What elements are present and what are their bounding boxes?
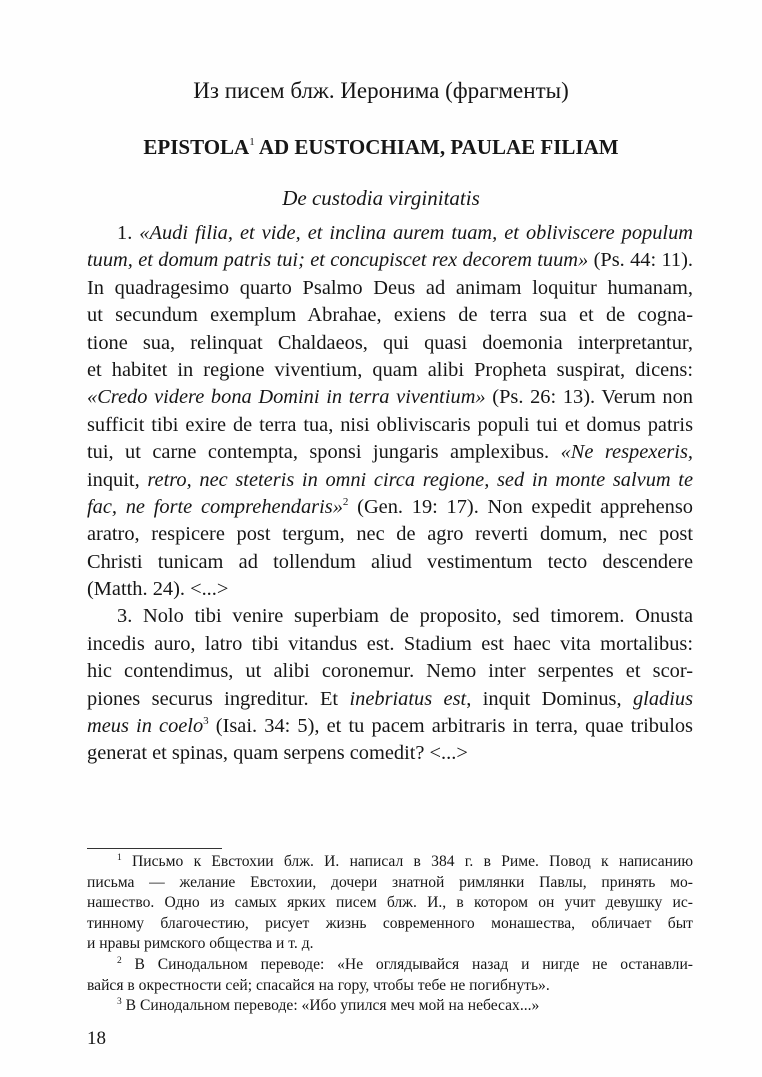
- text-line: [87, 467, 693, 494]
- text-segment: ut secundum exemplum Abrahae, exiens de terra sua et de cogna-: [87, 304, 693, 327]
- footnote-line: [87, 996, 693, 1017]
- text-line: [87, 494, 693, 521]
- footnote-number-1: 1: [117, 853, 122, 863]
- text-line: [87, 220, 693, 247]
- footnote-line: [87, 914, 693, 935]
- epistle-subtitle: De custodia virginitatis: [282, 186, 480, 210]
- text-segment: In quadragesimo quarto Psalmo Deus ad animam loquitur humanam,: [87, 276, 693, 299]
- epistle-title-text: EPISTOLA: [143, 135, 250, 159]
- latin-quote: gladius: [632, 687, 693, 710]
- epistle-title-text-rest: AD EUSTOCHIAM, PAULAE FILIAM: [254, 135, 619, 159]
- latin-quote: «Credo videre bona Domini in terra viventium»: [87, 386, 486, 409]
- page-number: 18: [87, 1028, 106, 1049]
- text-line: [87, 439, 693, 466]
- footnote-number-3: 3: [117, 997, 122, 1008]
- text-segment: Christi tunicam ad tollendum aliud vestimentum tecto descendere: [87, 550, 693, 573]
- text-segment: (Ps. 44: 11).: [588, 249, 693, 272]
- epistle-title: [0, 133, 762, 161]
- footnote-divider: [87, 848, 222, 849]
- text-segment: inquit,: [87, 468, 148, 491]
- footnote-line: [87, 893, 693, 914]
- text-line: [87, 603, 693, 630]
- main-text: [87, 220, 693, 768]
- footnote-text: нашество. Одно из самых ярких писем блж. И., в котором он учит девушку ис-: [87, 894, 693, 912]
- text-line: [87, 275, 693, 302]
- text-segment: tione sua, relinquat Chaldaeos, qui quasi doemonia interpretantur,: [87, 331, 693, 354]
- text-line: [87, 330, 693, 357]
- text-line: [87, 247, 693, 274]
- footnote-ref-3[interactable]: 3: [203, 715, 209, 728]
- text-line: [87, 658, 693, 685]
- footnote-text: и нравы римского общества и т. д.: [87, 935, 314, 953]
- text-line: [87, 631, 693, 658]
- text-line: [87, 549, 693, 576]
- latin-quote: meus in coelo: [87, 715, 204, 738]
- text-segment: tui, ut carne contempta, sponsi jungaris amplexibus.: [87, 441, 561, 464]
- footnote-line: [87, 955, 693, 976]
- text-segment: (Gen. 19: 17). Non expedit apprehenso: [348, 495, 693, 518]
- footnote-text: В Синодальном переводе: «Не оглядывайся назад и нигде не останавли-: [121, 955, 693, 973]
- text-line: [87, 412, 693, 439]
- footnote-number-2: 2: [117, 955, 122, 966]
- section-header: Из писем блж. Иеронима (фрагменты): [193, 78, 569, 103]
- latin-quote: retro, nec steteris in omni circa regione, sed in monte salvum te: [147, 468, 693, 491]
- text-segment: incedis auro, latro tibi vitandus est. Stadium est haec vita mortalibus:: [87, 632, 693, 655]
- text-line: [87, 740, 693, 767]
- latin-quote: «Audi filia, et vide, et inclina aurem tuam, et obliviscere populum: [139, 222, 693, 244]
- footnote-ref-1[interactable]: 1: [249, 136, 255, 148]
- text-segment: aratro, respicere post tergum, nec de agro reverti domum, nec post: [87, 523, 693, 546]
- text-line: [87, 521, 693, 548]
- footnote-line: [87, 934, 693, 955]
- text-segment: et habitet in regione viventium, quam alibi Propheta suspirat, dicens:: [87, 358, 693, 381]
- latin-quote: «Ne respexeris,: [560, 441, 693, 464]
- text-segment: (Isai. 34: 5), et tu pacem arbitraris in terra, quae tribulos: [208, 715, 693, 738]
- footnote-text: тинному благочестию, рисует жизнь современного монашества, обличает быт: [87, 914, 693, 932]
- text-segment: 3. Nolo tibi venire superbiam de proposito, sed timorem. Onusta: [117, 605, 693, 628]
- text-line: [87, 576, 693, 603]
- text-segment: (Ps. 26: 13). Verum non: [485, 386, 693, 409]
- text-line: [87, 357, 693, 384]
- text-line: [87, 302, 693, 329]
- footnote-text: В Синодальном переводе: «Ибо упился меч мой на небесах...»: [121, 997, 540, 1015]
- text-line: [87, 384, 693, 411]
- text-segment: generat et spinas, quam serpens comedit? <...>: [87, 742, 468, 765]
- footnote-text: письма — желание Евстохии, дочери знатной римлянки Павлы, принять мо-: [87, 873, 693, 891]
- text-line: [87, 686, 693, 713]
- footnotes: [87, 852, 693, 1017]
- text-segment: 1.: [117, 222, 140, 244]
- text-segment: sufficit tibi exire de terra tua, nisi obliviscaris populi tui et domus patris: [87, 413, 693, 436]
- text-segment: piones securus ingreditur. Et: [87, 687, 350, 710]
- latin-quote: fac, ne forte comprehendaris»: [87, 495, 343, 518]
- text-segment: (Matth. 24). <...>: [87, 578, 229, 601]
- footnote-text: вайся в окрестности сей; спасайся на гору, чтобы тебе не погибнуть».: [87, 976, 550, 994]
- text-segment: , inquit Dominus,: [466, 687, 633, 710]
- text-segment: hic contendimus, ut alibi coronemur. Nemo inter serpentes et scor-: [87, 660, 693, 683]
- footnote-line: [87, 976, 693, 997]
- footnote-ref-2[interactable]: 2: [342, 495, 349, 508]
- footnote-line: [87, 873, 693, 894]
- footnote-text: Письмо к Евстохии блж. И. написал в 384 г. в Риме. Повод к написанию: [121, 853, 693, 870]
- text-line: [87, 713, 693, 740]
- latin-quote: tuum, et domum patris tui; et concupiscet rex decorem tuum»: [87, 249, 589, 272]
- footnote-line: [87, 852, 693, 873]
- latin-quote: inebriatus est: [349, 687, 467, 710]
